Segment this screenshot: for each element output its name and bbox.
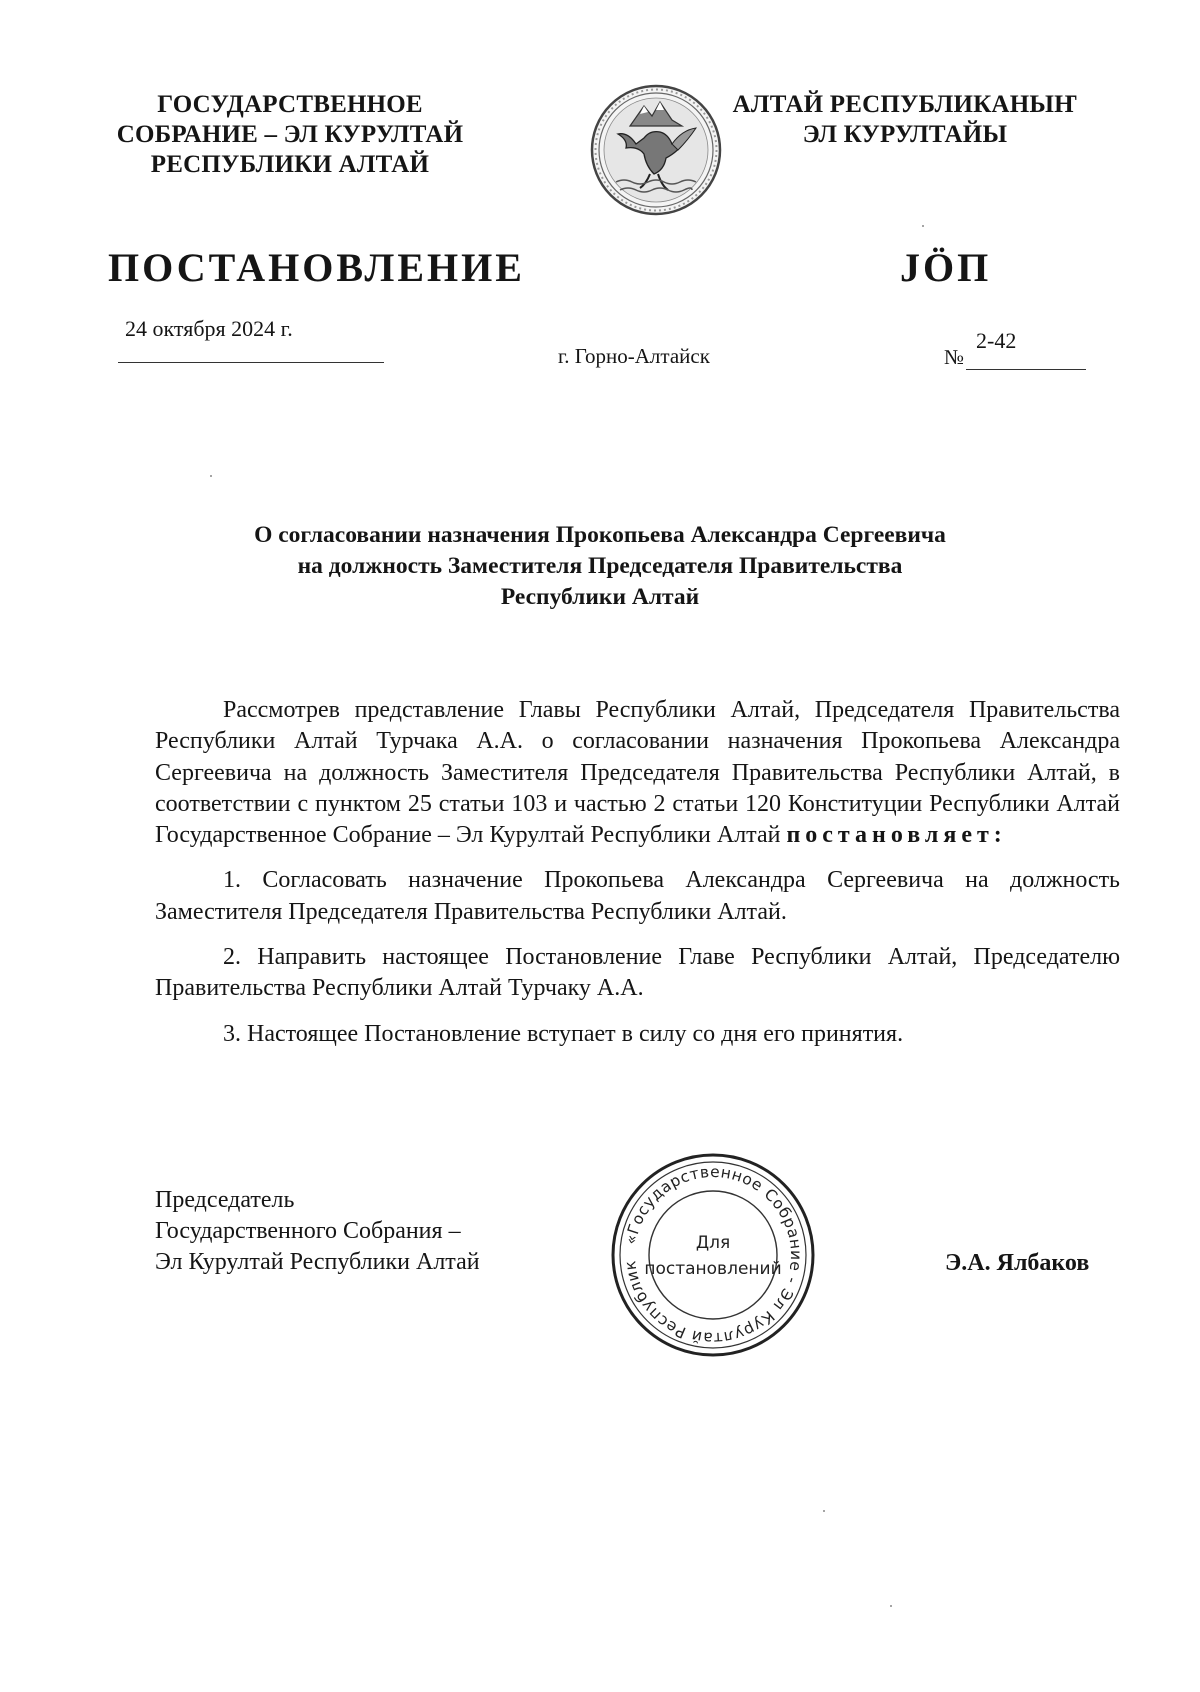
date-underline	[118, 362, 384, 363]
stamp-center-line: постановлений	[644, 1259, 782, 1279]
issuer-line: АЛТАЙ РЕСПУБЛИКАНЫҤ	[732, 91, 1078, 118]
document-number: 2-42	[976, 328, 1017, 353]
scan-speck	[823, 1510, 825, 1512]
issuer-name-altai	[705, 90, 1105, 150]
doc-type-altai: JÖП	[900, 245, 992, 290]
position-line: Председатель	[155, 1187, 295, 1213]
title-line: Республики Алтай	[500, 584, 700, 610]
stamp-center-line: Для	[695, 1233, 731, 1253]
scan-speck	[890, 1605, 892, 1607]
document-title	[150, 520, 1050, 613]
issuer-line: СОБРАНИЕ – ЭЛ КУРУЛТАЙ	[116, 121, 464, 148]
stamp-graphic	[608, 1150, 818, 1360]
preamble-text: Рассмотрев представление Главы Республики Алтай, Председателя Правительства Республики Алтай Турчака А.А. о согласовании назначения Прокопьева Александра Сергеевича на должность Заместителя Председателя Правительства Республики Алтай, в соответствии с пунктом 25 статьи 103 и частью 2 статьи 120 Конституции Республики Алтай Государственное Собрание – Эл Курултай Республики Алтай	[155, 697, 1120, 849]
number-label: №	[944, 345, 965, 369]
resolves-word: постановляет:	[786, 822, 1007, 849]
issuer-line: ГОСУДАРСТВЕННОЕ	[157, 91, 423, 118]
signatory-position	[155, 1185, 480, 1278]
number-underline	[966, 369, 1086, 370]
scan-speck	[922, 225, 924, 227]
title-line: О согласовании назначения Прокопьева Александра Сергеевича	[254, 522, 946, 548]
document-city: г. Горно-Алтайск	[558, 344, 710, 368]
preamble-paragraph	[155, 695, 1120, 851]
position-line: Эл Курултай Республики Алтай	[155, 1249, 480, 1275]
document-date: 24 октября 2024 г.	[125, 316, 293, 341]
document-body	[155, 695, 1120, 1050]
position-line: Государственного Собрания –	[155, 1218, 461, 1244]
issuer-line: РЕСПУБЛИКИ АЛТАЙ	[150, 151, 430, 178]
title-line: на должность Заместителя Председателя Правительства	[297, 553, 903, 579]
issuer-line: ЭЛ КУРУЛТАЙЫ	[802, 121, 1008, 148]
official-stamp	[608, 1150, 818, 1360]
resolution-item: 2. Направить настоящее Постановление Главе Республики Алтай, Председателю Правительства Республики Алтай Турчаку А.А.	[155, 944, 1120, 1002]
scan-speck	[210, 475, 212, 477]
stamp-ring-text: «Государственное Собрание - Эл Курултай Республик	[621, 1162, 806, 1348]
resolution-item: 3. Настоящее Постановление вступает в силу со дня его принятия.	[223, 1020, 904, 1047]
issuer-name-russian	[105, 90, 475, 180]
doc-type-russian: ПОСТАНОВЛЕНИЕ	[108, 245, 525, 290]
coat-of-arms-emblem	[588, 82, 724, 218]
resolution-item: 1. Согласовать назначение Прокопьева Александра Сергеевича на должность Заместителя Председателя Правительства Республики Алтай.	[155, 867, 1120, 925]
signatory-name: Э.А. Ялбаков	[945, 1250, 1090, 1276]
